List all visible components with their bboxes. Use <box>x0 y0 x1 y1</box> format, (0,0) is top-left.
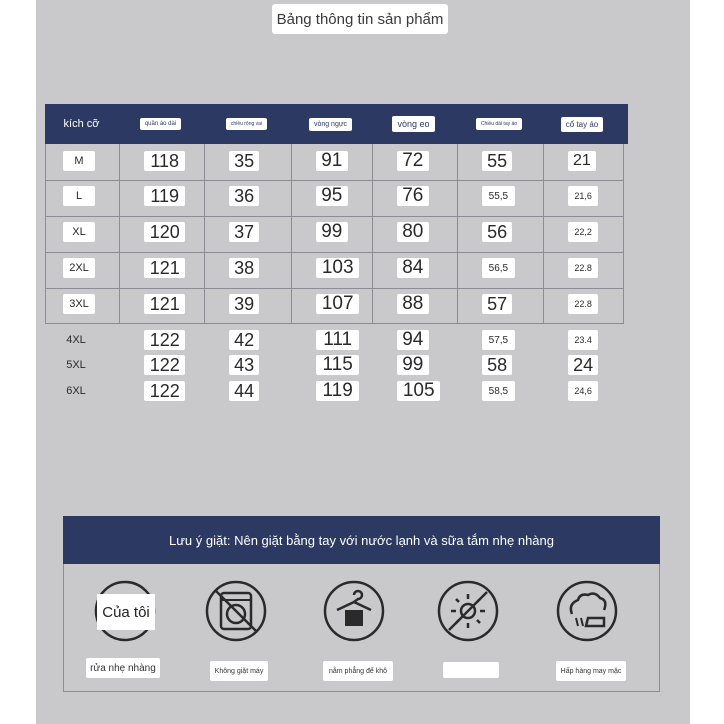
column-header-label: quần áo dài <box>140 118 181 130</box>
size-value: 39 <box>229 294 259 314</box>
size-value: 23.4 <box>568 330 598 350</box>
size-value: 80 <box>397 222 429 242</box>
care-caption-no-sun <box>443 662 499 678</box>
size-value: 55 <box>482 151 512 171</box>
size-value: 42 <box>229 330 259 350</box>
size-label: 4XL <box>66 334 86 346</box>
grid-column-line <box>543 144 544 324</box>
size-value: 72 <box>397 151 429 171</box>
column-header <box>45 104 118 144</box>
size-value: 38 <box>229 258 259 278</box>
size-label: M <box>63 151 95 171</box>
size-value: 99 <box>397 355 429 375</box>
size-value: 43 <box>229 355 259 375</box>
care-caption-lay-flat: nằm phẳng để khô <box>323 661 393 681</box>
care-caption-no-machine: Không giặt máy <box>210 661 268 681</box>
size-value: 22.8 <box>568 258 598 278</box>
size-label: 2XL <box>63 258 95 278</box>
size-value: 94 <box>397 330 429 350</box>
size-value: 36 <box>229 186 259 206</box>
size-value: 122 <box>144 381 185 401</box>
size-value: 37 <box>229 222 259 242</box>
size-label: 5XL <box>66 359 86 371</box>
size-value: 103 <box>316 258 359 278</box>
size-label: 3XL <box>63 294 95 314</box>
care-note-bar <box>63 516 660 564</box>
size-value: 55,5 <box>482 186 515 206</box>
column-header <box>118 104 203 144</box>
column-header <box>456 104 542 144</box>
column-header <box>290 104 371 144</box>
grid-column-line <box>457 144 458 324</box>
grid-row-line <box>46 252 623 253</box>
column-header-label: cổ tay áo <box>561 117 603 132</box>
size-value: 99 <box>316 222 348 242</box>
grid-row-line <box>46 323 623 324</box>
size-value: 119 <box>144 186 185 206</box>
size-value: 57,5 <box>482 330 515 350</box>
size-value: 91 <box>316 151 348 171</box>
size-value: 58,5 <box>482 381 515 401</box>
care-note-text: Lưu ý giặt: Nên giặt bằng tay với nước lạnh và sữa tắm nhẹ nhàng <box>169 532 554 548</box>
size-value: 22,2 <box>568 222 598 242</box>
care-caption-hand-wash: rửa nhẹ nhàng <box>86 658 160 678</box>
column-header <box>371 104 456 144</box>
size-value: 21 <box>568 151 596 171</box>
size-value: 95 <box>316 186 348 206</box>
size-value: 22.8 <box>568 294 598 314</box>
size-value: 105 <box>397 381 440 401</box>
my-stamp-label: Của tôi <box>97 594 155 630</box>
size-value: 57 <box>482 294 512 314</box>
size-value: 24,6 <box>568 381 598 401</box>
size-value: 121 <box>144 294 185 314</box>
grid-column-line <box>623 144 624 324</box>
size-value: 44 <box>229 381 259 401</box>
size-value: 56,5 <box>482 258 515 278</box>
grid-row-line <box>46 216 623 217</box>
size-value: 119 <box>316 381 359 401</box>
care-caption-steam: Hấp hàng may mặc <box>556 661 626 681</box>
size-value: 122 <box>144 330 185 350</box>
size-value: 122 <box>144 355 185 375</box>
page-title: Bảng thông tin sản phẩm <box>272 4 448 34</box>
size-label: 6XL <box>66 385 86 397</box>
column-header <box>542 104 622 144</box>
size-label: XL <box>63 222 95 242</box>
column-header-label: vòng ngực <box>309 118 352 131</box>
column-header-label: Chiều dài tay áo <box>476 118 522 130</box>
size-value: 107 <box>316 294 359 314</box>
grid-column-line <box>204 144 205 324</box>
size-value: 88 <box>397 294 429 314</box>
grid-column-line <box>291 144 292 324</box>
steam-iron-icon <box>556 580 618 642</box>
column-header <box>203 104 290 144</box>
size-value: 21,6 <box>568 186 598 206</box>
grid-column-line <box>372 144 373 324</box>
size-table-header <box>45 104 628 144</box>
size-value: 121 <box>144 258 185 278</box>
size-value: 35 <box>229 151 259 171</box>
size-value: 24 <box>568 355 598 375</box>
size-value: 76 <box>397 186 429 206</box>
size-value: 120 <box>144 222 185 242</box>
column-header-label: kích cỡ <box>63 118 100 130</box>
grid-column-line <box>119 144 120 324</box>
size-value: 118 <box>144 151 185 171</box>
no-sun-dry-icon <box>437 580 499 642</box>
lay-flat-dry-icon <box>323 580 385 642</box>
grid-row-line <box>46 288 623 289</box>
grid-row-line <box>46 180 623 181</box>
size-value: 56 <box>482 222 512 242</box>
column-header-label: vòng eo <box>392 116 434 132</box>
size-value: 84 <box>397 258 429 278</box>
size-label: L <box>63 186 95 206</box>
column-header-label: chiều rộng vai <box>226 118 267 130</box>
no-machine-wash-icon <box>205 580 267 642</box>
size-value: 58 <box>482 355 512 375</box>
size-value: 115 <box>316 355 359 375</box>
size-value: 111 <box>316 330 359 350</box>
